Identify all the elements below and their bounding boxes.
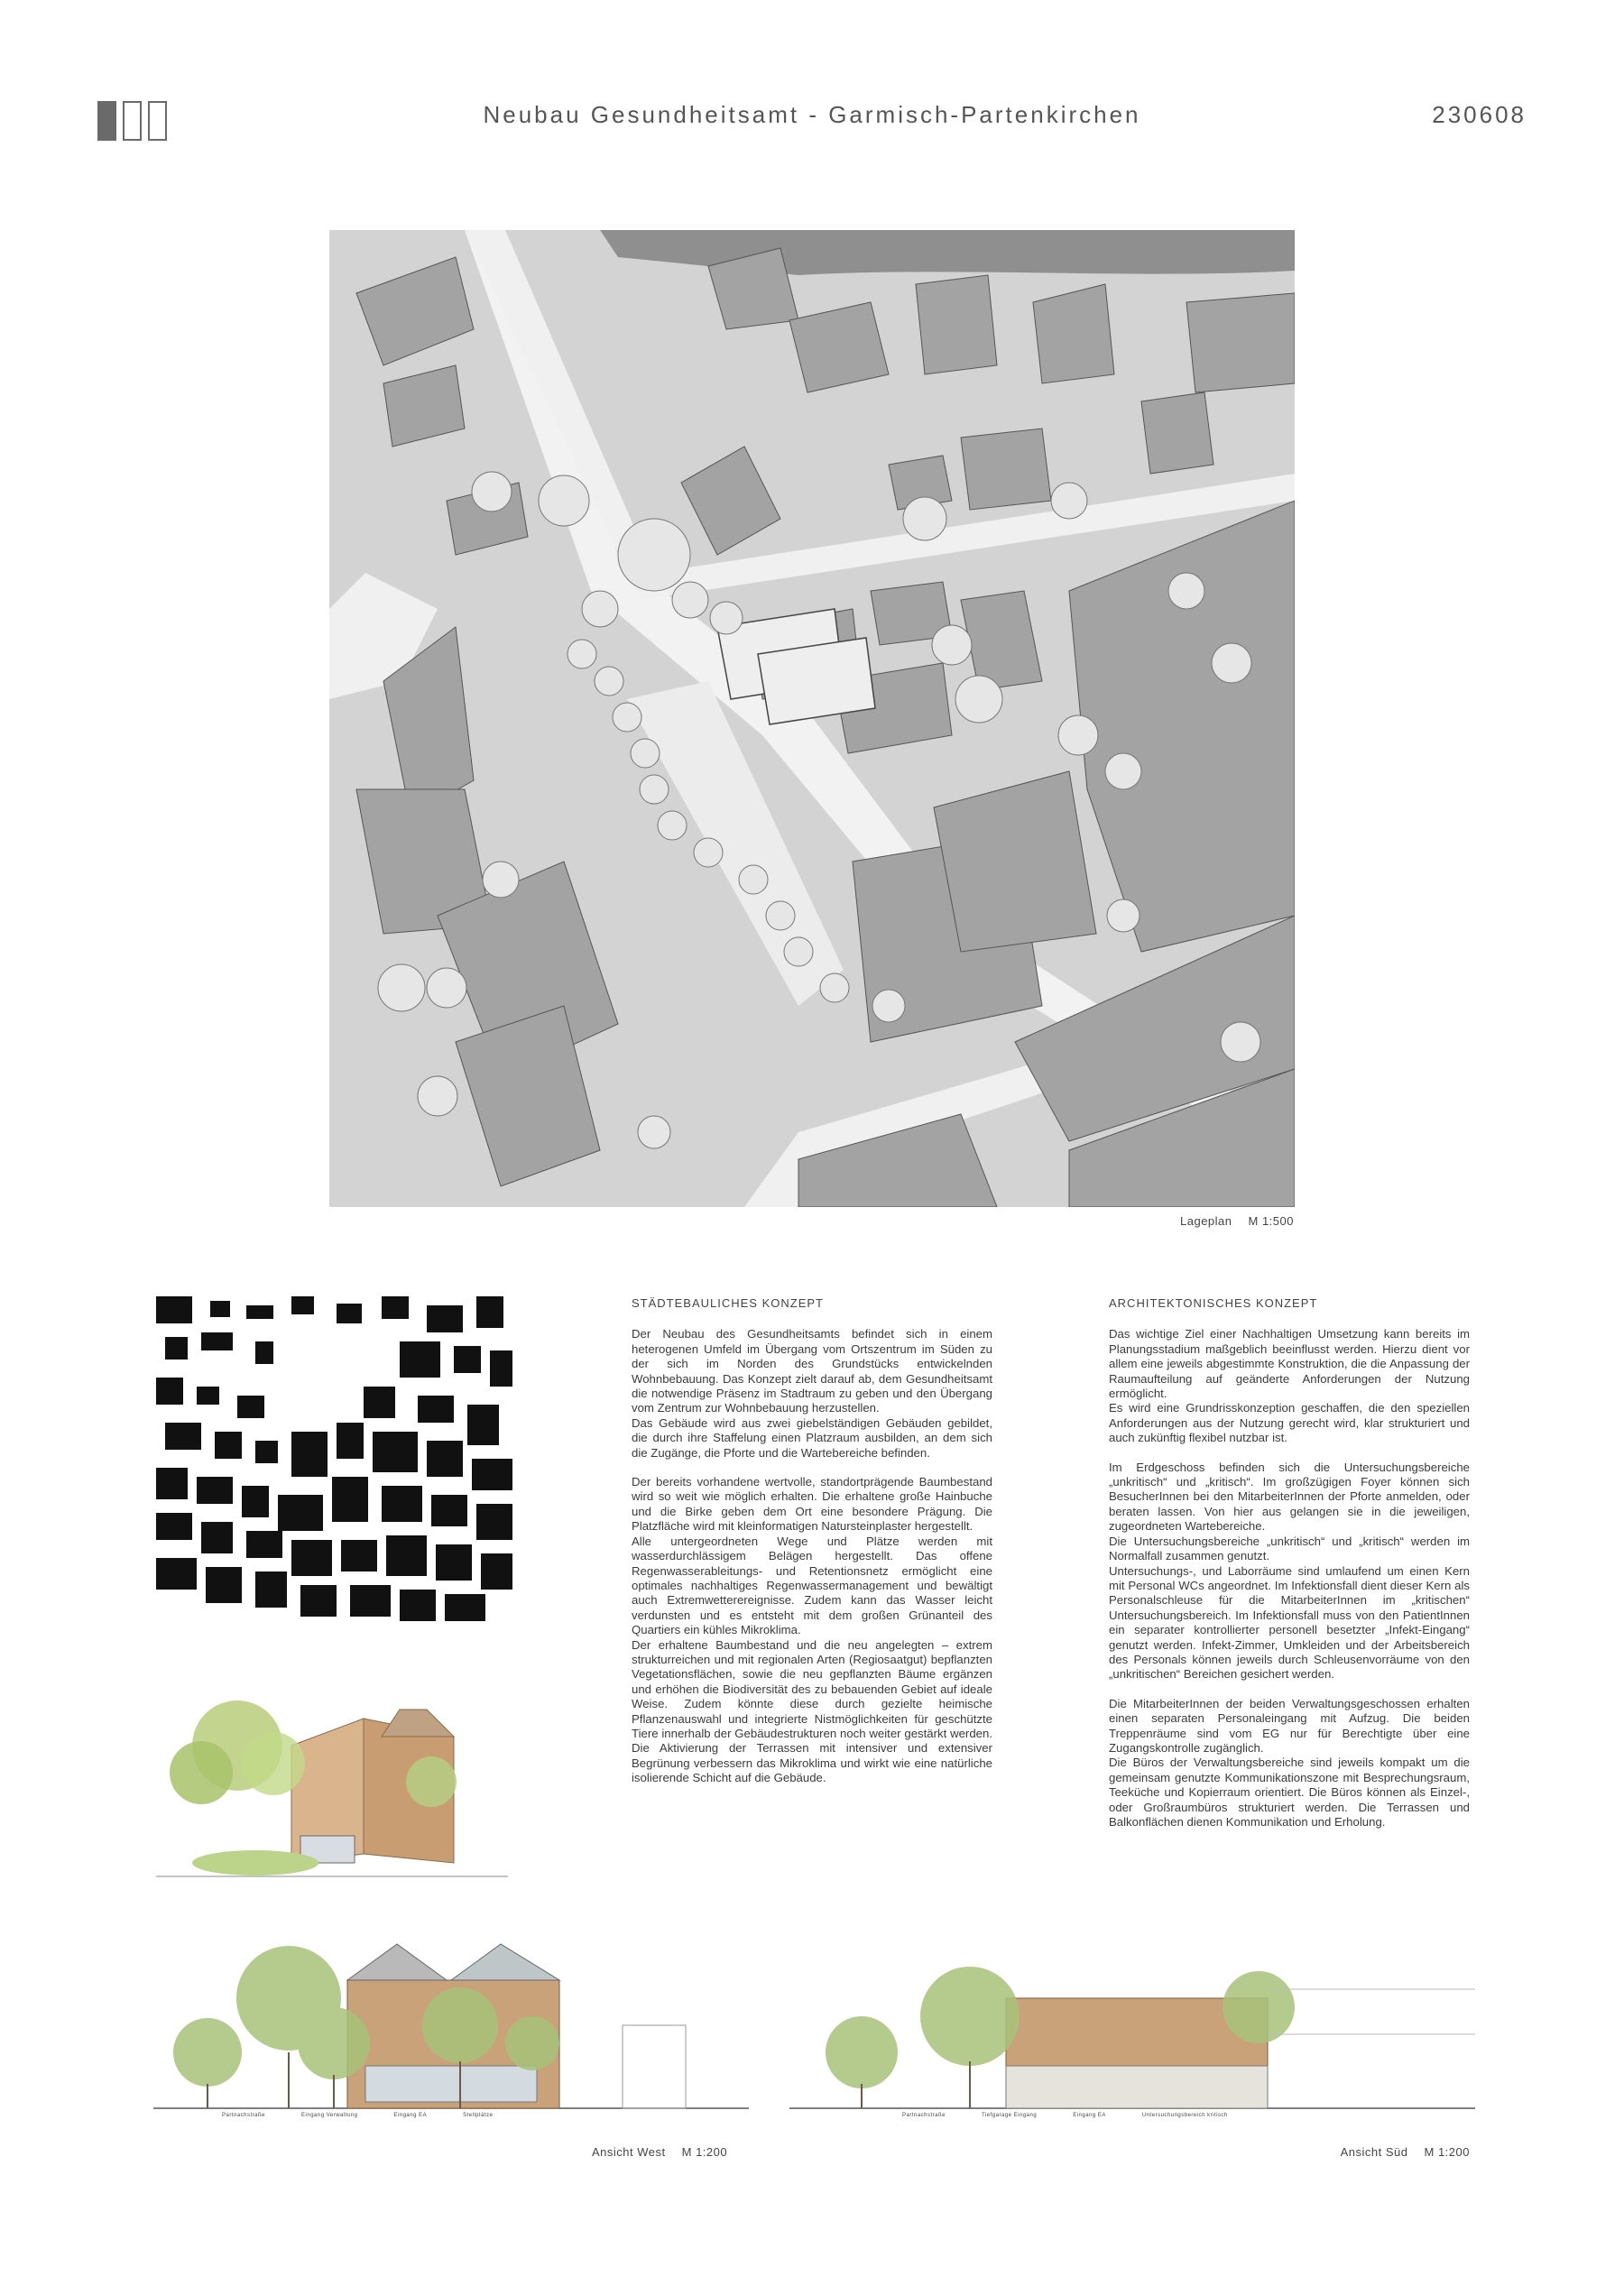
elevation-south-caption — [1341, 2145, 1470, 2159]
site-plan-caption — [1180, 1214, 1294, 1228]
perspective-sketch — [156, 1682, 508, 1903]
elevation-label: Eingang EA — [393, 2113, 428, 2118]
architectural-concept — [1109, 1296, 1470, 1830]
urban-concept-paragraph: Der erhaltene Baumbestand und die neu angelegten – extrem strukturreichen und mit regionalen Arten (Regiosaatgut) bepflanzten Vegetationsflächen, sowie die neu gepflanzten Bäume ergänzen und erhöhen die Biodiversität des zu bebauenden Gebiet auf ideale Weise. Zudem könnte diese durch gezielte heimische Pflanzenauswahl und integrierte Nistmöglichkeiten für geschützte Tiere innerhalb der Gebäudestrukturen noch weiter gestärkt werden. Die Aktivierung der Terrassen mit intensiver und extensiver Begrünung verbessern das Mikroklima und wirkt wie eine natürliche isolierende Schicht auf die Gebäude. — [632, 1637, 992, 1785]
logo — [97, 101, 167, 141]
arch-concept-paragraph: Es wird eine Grundrisskonzeption geschaffen, die den speziellen Anforderungen aus der Nutzung gerecht wird, klar strukturiert und auch zukünftig flexibel nutzbar ist. — [1109, 1401, 1470, 1445]
paragraph-gap — [632, 1461, 992, 1475]
arch-concept-paragraph: Die Untersuchungsbereiche „unkritisch“ und „kritisch“ werden im Normalfall zusammen genutzt. — [1109, 1534, 1470, 1563]
arch-concept-paragraph: Die MitarbeiterInnen der beiden Verwaltungsgeschossen erhalten einen separaten Personaleingang mit Aufzug. Die beiden Treppenräume sind vom EG nur für Berechtigte über eine Zugangskontrolle zugänglich. — [1109, 1696, 1470, 1755]
elevation-west-labels — [222, 2113, 601, 2118]
elevation-south-drawing — [789, 1917, 1475, 2134]
site-plan-drawing — [329, 230, 1295, 1207]
elevation-label: Eingang Verwaltung — [301, 2113, 358, 2118]
elevation-label: Tiefgarage Eingang — [982, 2113, 1038, 2118]
urban-concept — [632, 1296, 992, 1786]
elevation-label: Eingang EA — [1073, 2113, 1106, 2118]
elevation-label: Partnachstraße — [902, 2113, 946, 2118]
elevation-west-scale: M 1:200 — [681, 2145, 728, 2159]
site-plan-caption-label: Lageplan — [1180, 1214, 1232, 1228]
arch-concept-paragraph: Untersuchungs-, und Laborräume sind umlaufend um einen Kern mit Personal WCs angeordnet. Im Infektionsfall dient dieser Kern als Personalschleuse für die MitarbeiterInnen im „kritischen“ Untersuchungsbereich. Im Infektionsfall muss von den PatientInnen ein separater kontrollierter personell besetzter „Infekt-Eingang“ genutzt werden. Infekt-Zimmer, Umkleiden und der Arbeitsbereich des Personals können jeweils durch Schleusenvorräume von den „unkritischen“ Bereichen gesichert werden. — [1109, 1563, 1470, 1682]
arch-concept-heading: ARCHITEKTONISCHES KONZEPT — [1109, 1296, 1318, 1310]
urban-concept-paragraph: Das Gebäude wird aus zwei giebelständigen Gebäuden gebildet, die durch ihre Staffelung einen Platzraum ausbilden, an dem sich die Zugänge, die Pforte und die Wartebereiche befinden. — [632, 1415, 992, 1460]
urban-concept-paragraph: Alle untergeordneten Wege und Plätze werden mit wasserdurchlässigem Belägen hergestellt. Das offene Regenwasserableitungs- und Retentionsnetz ermöglicht eine optimales nachhaltiges Regenwassermanagement und bewältigt auch Extremwetterereignisse. Zudem kann das Wasser leicht verdunsten und es entsteht mit dem großen Grünanteil des Quartiers ein kühles Mikroklima. — [632, 1534, 992, 1637]
arch-concept-paragraph: Das wichtige Ziel einer Nachhaltigen Umsetzung kann bereits im Planungsstadium maßgeblich beeinflusst werden. Hierzu dient vor allem eine jeweils abgestimmte Konstruktion, die die Anpassung der Raumaufteilung auf geänderte Anforderungen der Nutzung ermöglicht. — [1109, 1327, 1470, 1401]
arch-concept-paragraph: Im Erdgeschoss befinden sich die Untersuchungsbereiche „unkritisch“ und „kritisch“. Im großzügigen Foyer können sich BesucherInnen bei den MitarbeiterInnen der Pforte anmelden, oder beraten lassen. Von hier aus gelangen sie in die jeweiligen, zugeordneten Wartebereiche. — [1109, 1460, 1470, 1534]
figure-ground-drawing — [156, 1296, 517, 1621]
urban-concept-paragraph: Der bereits vorhandene wertvolle, standortprägende Baumbestand wird so weit wie möglich erhalten. Die erhaltene große Hainbuche und die Birke geben dem Ort eine besondere Prägung. Die Platzfläche wird mit kleinformatigen Natursteinplaster hergestellt. — [632, 1475, 992, 1534]
elevation-west-caption — [592, 2145, 727, 2159]
logo-bar-outline — [148, 101, 167, 141]
logo-bar-outline — [123, 101, 142, 141]
urban-concept-paragraph: Der Neubau des Gesundheitsamts befindet sich in einem heterogenen Umfeld im Übergang vom Ortszentrum im Süden zu der sich im Norden des Grundstücks entwickelnden Wohnbebauung. Das Konzept zielt darauf ab, dem Gesundheitsamt die notwendige Präsenz im Stadtraum zu geben und den Übergang vom Zentrum zur Wohnbebauung herzustellen. — [632, 1327, 992, 1415]
site-plan-scale: M 1:500 — [1248, 1214, 1294, 1228]
elevation-west-drawing — [153, 1917, 749, 2134]
elevation-south-labels — [902, 2113, 1371, 2118]
elevation-south-title: Ansicht Süd — [1340, 2145, 1408, 2159]
paragraph-gap — [1109, 1682, 1470, 1697]
site-plan — [329, 230, 1295, 1207]
elevation-west — [153, 1917, 749, 2134]
elevation-south-scale: M 1:200 — [1424, 2145, 1470, 2159]
perspective-drawing — [156, 1682, 508, 1903]
urban-concept-heading: STÄDTEBAULICHES KONZEPT — [632, 1296, 824, 1310]
elevation-west-title: Ansicht West — [592, 2145, 666, 2159]
page-title: Neubau Gesundheitsamt - Garmisch-Partenkirchen — [483, 101, 1141, 128]
elevation-label: Partnachstraße — [222, 2113, 266, 2118]
figure-ground-plan — [156, 1296, 517, 1621]
arch-concept-paragraph: Die Büros der Verwaltungsbereiche sind jeweils kompakt um die gemeinsam genutzte Kommunikationszone mit Besprechungsraum, Teeküche und Kopierraum orientiert. Die Büros können als Einzel-, oder Großraumbüros strukturiert werden. Die Terrassen und Balkonflächen dienen Kommunikation und Erholung. — [1109, 1756, 1470, 1829]
elevation-south — [789, 1917, 1475, 2134]
project-code: 230608 — [1432, 101, 1527, 128]
logo-bar-filled — [97, 101, 116, 141]
paragraph-gap — [1109, 1446, 1470, 1461]
elevation-label: Stellplätze — [463, 2113, 494, 2118]
elevation-label: Untersuchungsbereich kritisch — [1141, 2113, 1228, 2118]
